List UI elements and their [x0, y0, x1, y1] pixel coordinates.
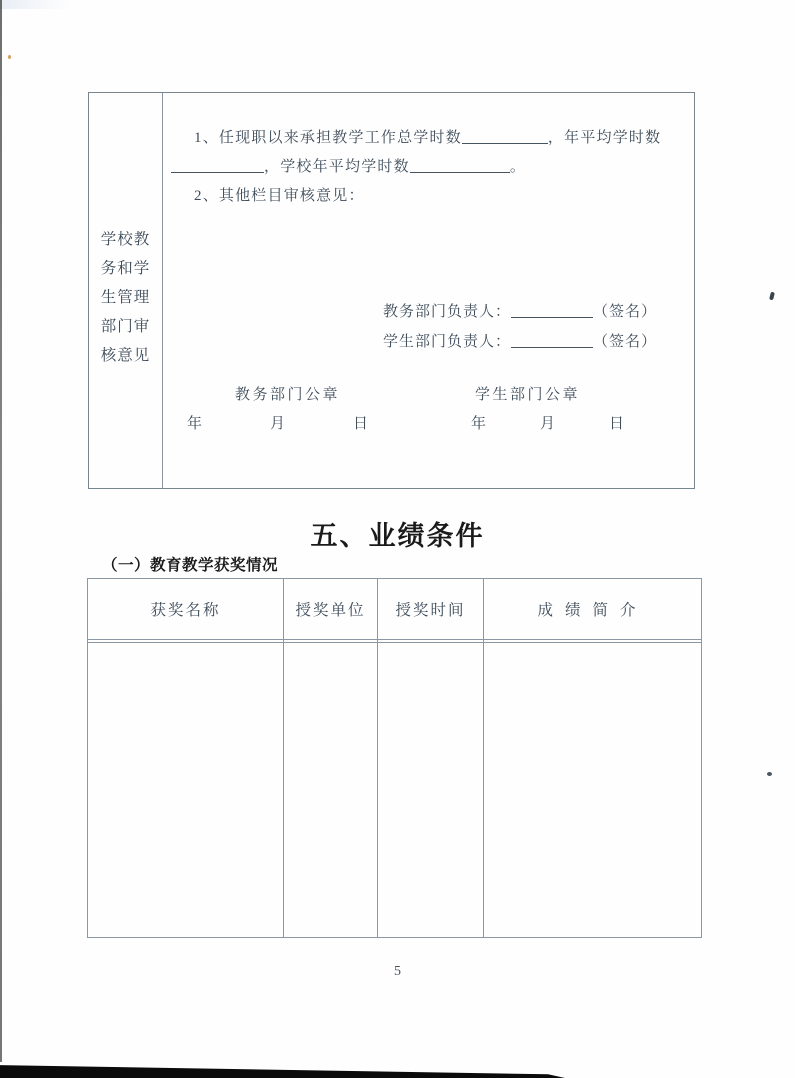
- line2-text: ，学校年平均学时数: [264, 159, 410, 175]
- awards-empty-row: [88, 640, 702, 938]
- line1-text2: ，年平均学时数: [547, 130, 662, 146]
- annual-hours-blank: [171, 158, 264, 173]
- label-line: 务和学: [100, 260, 151, 277]
- header-award-name: 获奖名称: [88, 579, 284, 640]
- sig2-label: 学生部门负责人：: [383, 334, 512, 350]
- sig1-suffix: （签名）: [593, 304, 658, 320]
- subsection-title: （一）教育教学获奖情况: [102, 557, 279, 574]
- school-annual-hours-blank: [410, 158, 510, 173]
- header-award-time: 授奖时间: [378, 579, 484, 640]
- line1-text: 1、任现职以来承担教学工作总学时数: [194, 130, 462, 146]
- academic-affairs-signature-line: [383, 300, 657, 321]
- date-month: 月: [270, 416, 286, 432]
- scan-smudge: [0, 0, 70, 9]
- student-dept-stamp-label: 学生部门公章: [475, 387, 581, 403]
- section-title: 五、业绩条件: [310, 521, 485, 551]
- date-month: 月: [540, 416, 556, 432]
- awards-header-row: [88, 579, 702, 640]
- review-row-label: [89, 225, 162, 370]
- teaching-hours-line-1: [194, 126, 661, 147]
- scan-edge-bottom: [0, 1061, 565, 1078]
- date-day: 日: [609, 416, 625, 432]
- signature-blank: [511, 333, 593, 348]
- label-line: 部门审: [100, 318, 151, 335]
- label-line: 核意见: [100, 347, 151, 364]
- review-row-label-cell: [89, 93, 163, 488]
- sig1-label: 教务部门负责人：: [383, 304, 512, 320]
- cell-awarding-unit: [284, 640, 378, 938]
- header-achievement-summary: 成绩简介: [484, 579, 702, 640]
- label-line: 生管理: [100, 289, 151, 306]
- date-day: 日: [353, 416, 369, 432]
- date-line-academic: [187, 412, 368, 433]
- teaching-hours-line-2: [171, 155, 526, 176]
- header-awarding-unit: 授奖单位: [284, 579, 378, 640]
- cell-award-name: [88, 640, 284, 938]
- sig2-suffix: （签名）: [593, 334, 658, 350]
- date-line-student: [471, 412, 624, 433]
- line2-period: 。: [509, 159, 527, 175]
- cell-achievement-summary: [484, 640, 702, 938]
- scan-speck: [8, 55, 11, 59]
- review-opinion-table: [88, 92, 695, 489]
- page-number: 5: [394, 964, 401, 979]
- date-year: 年: [471, 416, 487, 432]
- signature-blank: [511, 303, 593, 318]
- scan-speck: [767, 772, 772, 776]
- header-double-rule: [87, 642, 701, 643]
- academic-affairs-stamp-label: 教务部门公章: [235, 387, 341, 403]
- cell-award-time: [378, 640, 484, 938]
- student-dept-signature-line: [383, 330, 657, 351]
- total-hours-blank: [462, 129, 548, 144]
- other-review-opinion-line: 2、其他栏目审核意见：: [194, 188, 365, 204]
- date-year: 年: [187, 416, 203, 432]
- label-line: 学校教: [100, 231, 151, 248]
- scan-speck: [769, 292, 775, 301]
- awards-table: [87, 578, 701, 938]
